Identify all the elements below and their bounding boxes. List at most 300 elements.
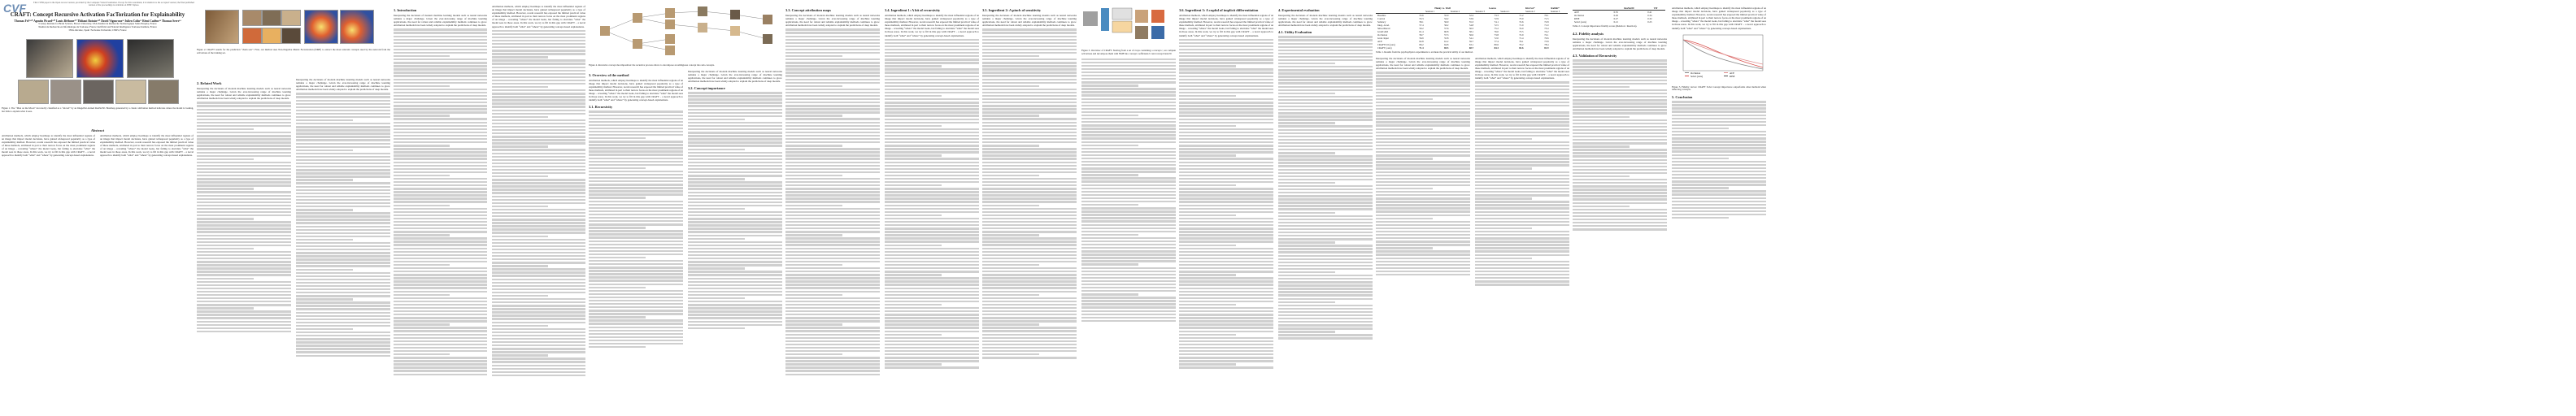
- text-line: [785, 254, 880, 256]
- text-line: [982, 36, 1077, 37]
- text-line: [394, 228, 487, 229]
- concept-crop-5: [148, 80, 179, 104]
- text-line: [197, 288, 291, 289]
- text-line: [589, 263, 683, 265]
- text-line: [296, 355, 390, 357]
- ingredient3-heading: 3.6. Ingredient 3: A cupful of implicit differentiation: [1179, 8, 1259, 12]
- text-line: [1672, 201, 1766, 202]
- text-line: [885, 178, 979, 180]
- text-line: [492, 123, 585, 124]
- text-line: [296, 129, 390, 131]
- text-line: [1376, 154, 1470, 156]
- text-line: [1179, 334, 1236, 336]
- text-line: [394, 224, 487, 226]
- text-line: [1573, 59, 1667, 61]
- text-line: [1475, 188, 1569, 189]
- text-line: [885, 65, 942, 67]
- text-line: [1376, 89, 1470, 90]
- text-line: [688, 281, 782, 283]
- text-line: [197, 241, 291, 243]
- text-line: [394, 62, 487, 63]
- text-line: [394, 347, 487, 349]
- text-line: [885, 79, 979, 80]
- text-line: [492, 262, 585, 263]
- text-line: [688, 141, 782, 143]
- figure-4-diagram: [589, 6, 782, 58]
- text-line: [1573, 198, 1667, 200]
- text-line: [197, 184, 291, 186]
- text-line: [589, 210, 683, 212]
- text-line: [296, 100, 390, 102]
- text-line: [1278, 311, 1373, 313]
- text-line: [688, 284, 782, 286]
- table-cell: 70.1: [1544, 14, 1549, 17]
- text-line: [394, 85, 450, 87]
- text-line: [1376, 175, 1470, 176]
- table-cell: Occlusion: [1574, 14, 1585, 17]
- text-line: [885, 327, 979, 328]
- table-cell: 53.3: [1419, 17, 1424, 20]
- text-line: [492, 30, 585, 32]
- text-line: [1376, 121, 1470, 123]
- text-line: [785, 28, 880, 30]
- text-line: [589, 257, 646, 258]
- text-line: [589, 266, 683, 268]
- text-line: [1475, 95, 1569, 97]
- text-line: [197, 324, 291, 326]
- text-line: [197, 271, 291, 272]
- text-line: [589, 154, 683, 155]
- text-line: [492, 285, 585, 287]
- text-line: [1475, 234, 1569, 236]
- text-line: [1278, 96, 1373, 98]
- table-cell: 52.4: [1469, 14, 1474, 17]
- text-line: [982, 65, 1077, 67]
- text-line: [296, 344, 390, 346]
- text-line: [1081, 91, 1176, 93]
- text-line: [1179, 115, 1273, 116]
- text-line: [1278, 308, 1373, 310]
- text-line: [394, 28, 487, 30]
- conclusion-heading: 5. Conclusion: [1672, 95, 1693, 100]
- text-line: [589, 284, 683, 285]
- related-text-lines: [197, 102, 291, 332]
- text-line: [197, 148, 291, 150]
- text-line: [492, 166, 585, 167]
- text-line: [197, 128, 254, 130]
- text-line: [885, 135, 979, 136]
- text-line: [197, 208, 291, 210]
- concept-1-crop: [242, 10, 262, 26]
- text-line: [885, 128, 979, 130]
- text-line: [688, 235, 782, 236]
- text-line: [296, 179, 353, 180]
- table-row: [1573, 20, 1665, 24]
- text-line: [1278, 112, 1373, 114]
- text-line: [1278, 172, 1373, 174]
- text-line: [296, 252, 390, 254]
- text-line: [589, 230, 683, 232]
- text-line: [1278, 305, 1373, 306]
- intro-text-3: Attribution methods, which employ heatmaps to identify the most influential regions of an image that impact model decisions, have gained widespread popularity as a type of explainability method. However, recent research has exposed the limited practical value of these methods, attributed in part to their narrow focus on the most prominent regions of an image – revealing “where” the model looks, but failing to elucidate “what” the model sees in those areas. In this work, we try to fill in this gap with CRAFT – a novel approach to identify both “what” and “where” by generating concept-based explanations.: [492, 5, 585, 28]
- text-line: [296, 282, 390, 284]
- text-line: [982, 284, 1077, 285]
- text-line: [492, 258, 585, 260]
- table-cell: 0.25: [1647, 20, 1652, 24]
- text-line: [1179, 95, 1236, 97]
- text-line: [982, 291, 1077, 292]
- text-line: [296, 295, 390, 297]
- text-line: [1573, 169, 1667, 171]
- text-line: [1475, 280, 1569, 282]
- text-line: [785, 49, 880, 50]
- text-line: [1081, 161, 1176, 162]
- text-line: [394, 323, 450, 325]
- text-line: [197, 235, 291, 236]
- text-line: [589, 287, 646, 288]
- text-line: [1475, 254, 1569, 256]
- text-line: [492, 255, 585, 257]
- text-line: [197, 198, 291, 200]
- text-line: [394, 340, 487, 342]
- text-line: [982, 314, 1077, 315]
- text-line: [1179, 267, 1273, 269]
- text-line: [885, 132, 979, 133]
- text-line: [492, 176, 548, 177]
- text-line: [1672, 118, 1766, 119]
- text-line: [296, 242, 390, 244]
- text-line: [589, 174, 683, 176]
- text-line: [982, 98, 1077, 100]
- text-line: [1179, 314, 1273, 315]
- text-line: [1081, 128, 1176, 129]
- text-line: [1179, 240, 1273, 242]
- text-line: [197, 228, 291, 229]
- text-line: [688, 327, 745, 329]
- text-line: [492, 145, 548, 147]
- text-line: [1179, 184, 1236, 186]
- text-lines-d: [492, 30, 585, 377]
- text-line: [492, 275, 585, 276]
- text-line: [982, 89, 1077, 90]
- attribution-text: Interpreting the decisions of modern machine learning models such as neural networks remains a major challenge. Given the ever-increasing range of machine learning applications, the need for robust and reliable explainability methods continues to grow. Attribution methods have been widely adopted to explain the predictions of deep models.: [785, 14, 880, 28]
- text-line: [394, 201, 487, 202]
- text-line: [1475, 284, 1569, 285]
- text-line: [1376, 221, 1470, 223]
- text-line: [688, 95, 782, 97]
- text-line: [1081, 284, 1176, 285]
- text-line: [785, 237, 880, 239]
- text-line: [1179, 340, 1273, 342]
- text-line: [1081, 194, 1176, 196]
- text-line: [1278, 318, 1373, 319]
- page4-col2: [1573, 0, 1766, 416]
- text-line: [1179, 366, 1273, 368]
- text-line: [394, 125, 487, 127]
- text-line: [688, 218, 782, 219]
- text-line: [688, 245, 782, 246]
- text-line: [1278, 212, 1335, 214]
- related-heading: 2. Related Work: [197, 81, 222, 85]
- text-line: [982, 184, 1077, 186]
- text-line: [982, 301, 1077, 302]
- text-line: [785, 205, 842, 206]
- text-line: [197, 301, 291, 302]
- text-line: [296, 103, 390, 105]
- text-line: [785, 340, 880, 342]
- text-line: [1179, 245, 1236, 246]
- figure-3-diagram: [1081, 5, 1176, 44]
- text-line: [1278, 158, 1373, 160]
- text-line: [982, 304, 1077, 306]
- text-line: [1179, 128, 1273, 130]
- text-line: [1081, 250, 1176, 252]
- text-line: [785, 221, 880, 223]
- text-line: [1179, 271, 1273, 272]
- text-line: [1573, 66, 1667, 67]
- table-1-header-cell: Leaves: [1489, 6, 1496, 10]
- page1-col1: [2, 0, 194, 416]
- text-line: [492, 311, 585, 313]
- text-line: [394, 370, 487, 371]
- text-line: [785, 111, 880, 113]
- text-line: [885, 181, 979, 183]
- text-line: [1475, 158, 1569, 159]
- text-line: [1179, 284, 1273, 285]
- text-line: [1672, 134, 1766, 136]
- text-line: [1475, 108, 1532, 110]
- text-line: [1573, 129, 1667, 131]
- text-line: [688, 238, 745, 240]
- text-line: [688, 271, 782, 272]
- text-line: [885, 52, 979, 54]
- text-line: [1081, 220, 1176, 222]
- text-line: [589, 273, 683, 275]
- text-line: [1179, 89, 1273, 90]
- text-line: [1278, 235, 1373, 236]
- text-line: [1278, 59, 1373, 61]
- text-line: [885, 360, 979, 362]
- table-cell: 77.4: [1494, 40, 1499, 43]
- text-line: [785, 284, 880, 285]
- text-line: [688, 208, 745, 210]
- text-line: [785, 39, 880, 41]
- text-line: [394, 75, 487, 76]
- text-line: [1081, 207, 1176, 209]
- text-line: [589, 330, 683, 332]
- text-line: [197, 267, 291, 269]
- text-line: [492, 116, 548, 118]
- text-line: [1179, 105, 1273, 106]
- text-line: [1278, 255, 1373, 257]
- text-line: [492, 156, 585, 158]
- text-line: [688, 324, 782, 326]
- text-line: [1278, 327, 1373, 329]
- text-line: [394, 55, 450, 57]
- table-1-subheader-cell: Session 2: [1525, 10, 1535, 13]
- text-line: [197, 258, 291, 259]
- text-line: [885, 55, 979, 57]
- text-line: [394, 151, 487, 153]
- text-line: [885, 357, 979, 358]
- table-row: [1376, 46, 1568, 50]
- text-line: [394, 301, 487, 302]
- text-line: [1278, 251, 1373, 253]
- text-line: [688, 202, 782, 203]
- text-line: [394, 294, 450, 296]
- text-line: [589, 244, 683, 245]
- text-line: [982, 357, 1077, 358]
- text-line: [1081, 94, 1176, 96]
- text-line: [785, 231, 880, 232]
- text-line: [1475, 204, 1569, 206]
- table-cell: 54.2: [1444, 17, 1449, 20]
- text-line: [982, 208, 1077, 210]
- text-line: [1278, 275, 1373, 276]
- text-line: [785, 304, 880, 306]
- text-line: [394, 274, 487, 275]
- text-line: [982, 310, 1077, 312]
- text-line: [1376, 75, 1470, 76]
- text-line: [296, 292, 390, 293]
- text-line: [688, 258, 782, 259]
- table-2-header-cell: ViT: [1653, 6, 1658, 10]
- text-line: [492, 332, 585, 333]
- text-line: [688, 241, 782, 243]
- text-line: [394, 197, 487, 199]
- text-line: [688, 195, 782, 197]
- text-line: [785, 115, 842, 116]
- text-line: [785, 62, 880, 63]
- table-cell: 55.8: [1444, 37, 1449, 40]
- text-line: [688, 188, 782, 189]
- text-line: [1278, 169, 1373, 171]
- text-line: [1081, 81, 1176, 83]
- text-line: [492, 192, 585, 193]
- text-line: [1672, 115, 1766, 116]
- text-line: [394, 363, 487, 365]
- text-line: [982, 42, 1077, 44]
- text-line: [394, 237, 487, 239]
- text-line: [785, 32, 880, 33]
- text-line: [1081, 102, 1176, 103]
- text-lines-f: [688, 92, 782, 329]
- concept-crop-1: [18, 80, 49, 104]
- text-line: [885, 254, 979, 256]
- table-cell: 75.5: [1519, 30, 1524, 33]
- text-line: [1081, 290, 1176, 292]
- watermark-note: This CVPR paper is the Open Access version, provided by the Computer Vision Foundation. Except for this watermark, it is identical to the accepted version; the final published version of the proceedings is available on IEEE Xplore.: [33, 2, 194, 7]
- text-line: [1278, 248, 1373, 249]
- text-line: [394, 297, 487, 299]
- table-cell: ACE: [1574, 11, 1579, 14]
- text-line: [296, 209, 353, 210]
- text-line: [885, 251, 979, 253]
- text-line: [296, 322, 390, 323]
- table-2-body: [1573, 11, 1665, 24]
- text-line: [589, 316, 646, 318]
- text-line: [1179, 108, 1273, 110]
- text-line: [982, 46, 1077, 47]
- text-line: [885, 148, 979, 150]
- text-line: [1081, 231, 1176, 232]
- text-line: [688, 162, 782, 163]
- text-line: [1278, 245, 1373, 246]
- text-line: [1475, 138, 1532, 140]
- page3-col1: [982, 0, 1176, 416]
- text-line: [492, 206, 548, 207]
- text-line: [492, 89, 585, 91]
- text-line: [394, 108, 487, 110]
- text-line: [785, 184, 880, 186]
- text-line: [1573, 162, 1667, 164]
- text-line: [1573, 132, 1667, 134]
- text-line: [1475, 89, 1569, 90]
- text-line: [197, 202, 291, 203]
- text-line: [1179, 248, 1273, 249]
- text-line: [1376, 115, 1470, 116]
- text-line: [1081, 180, 1176, 182]
- text-line: [1278, 125, 1373, 127]
- text-line: [492, 242, 585, 244]
- text-line: [1475, 244, 1569, 245]
- text-line: [688, 181, 782, 183]
- text-line: [1475, 247, 1569, 249]
- text-line: [785, 151, 880, 153]
- text-line: [296, 239, 353, 240]
- text-line: [1179, 214, 1236, 216]
- text-line: [1573, 109, 1667, 110]
- text-line: [1081, 201, 1176, 202]
- text-line: [1179, 76, 1273, 77]
- text-line: [1278, 331, 1335, 332]
- text-line: [1179, 237, 1273, 239]
- table-cell: 56.3: [1469, 27, 1474, 30]
- text-line: [296, 348, 390, 349]
- text-line: [1278, 109, 1373, 110]
- text-line: [1081, 297, 1176, 298]
- text-line: [982, 72, 1077, 73]
- text-line: [589, 240, 683, 242]
- text-line: [492, 271, 585, 273]
- text-line: [785, 297, 880, 299]
- text-lines-o: [1573, 59, 1667, 230]
- text-line: [492, 268, 585, 270]
- text-line: [1081, 111, 1176, 113]
- text-line: [589, 327, 683, 328]
- text-line: [885, 224, 979, 226]
- text-line: [589, 270, 683, 271]
- text-line: [688, 105, 782, 106]
- text-line: [394, 65, 487, 67]
- text-line: [197, 138, 291, 140]
- text-line: [982, 214, 1077, 216]
- text-line: [296, 136, 390, 137]
- text-line: [1573, 89, 1667, 91]
- table-cell: 81.9: [1544, 46, 1549, 50]
- text-line: [885, 62, 979, 63]
- text-line: [197, 152, 291, 154]
- table-cell: 63.1: [1469, 43, 1474, 46]
- text-line: [785, 208, 880, 210]
- text-line: [394, 214, 487, 216]
- text-line: [492, 265, 548, 266]
- table-cell: 73.4: [1544, 27, 1549, 30]
- text-line: [394, 366, 487, 368]
- text-line: [885, 245, 942, 246]
- text-line: [1475, 274, 1569, 275]
- text-line: [1672, 107, 1766, 109]
